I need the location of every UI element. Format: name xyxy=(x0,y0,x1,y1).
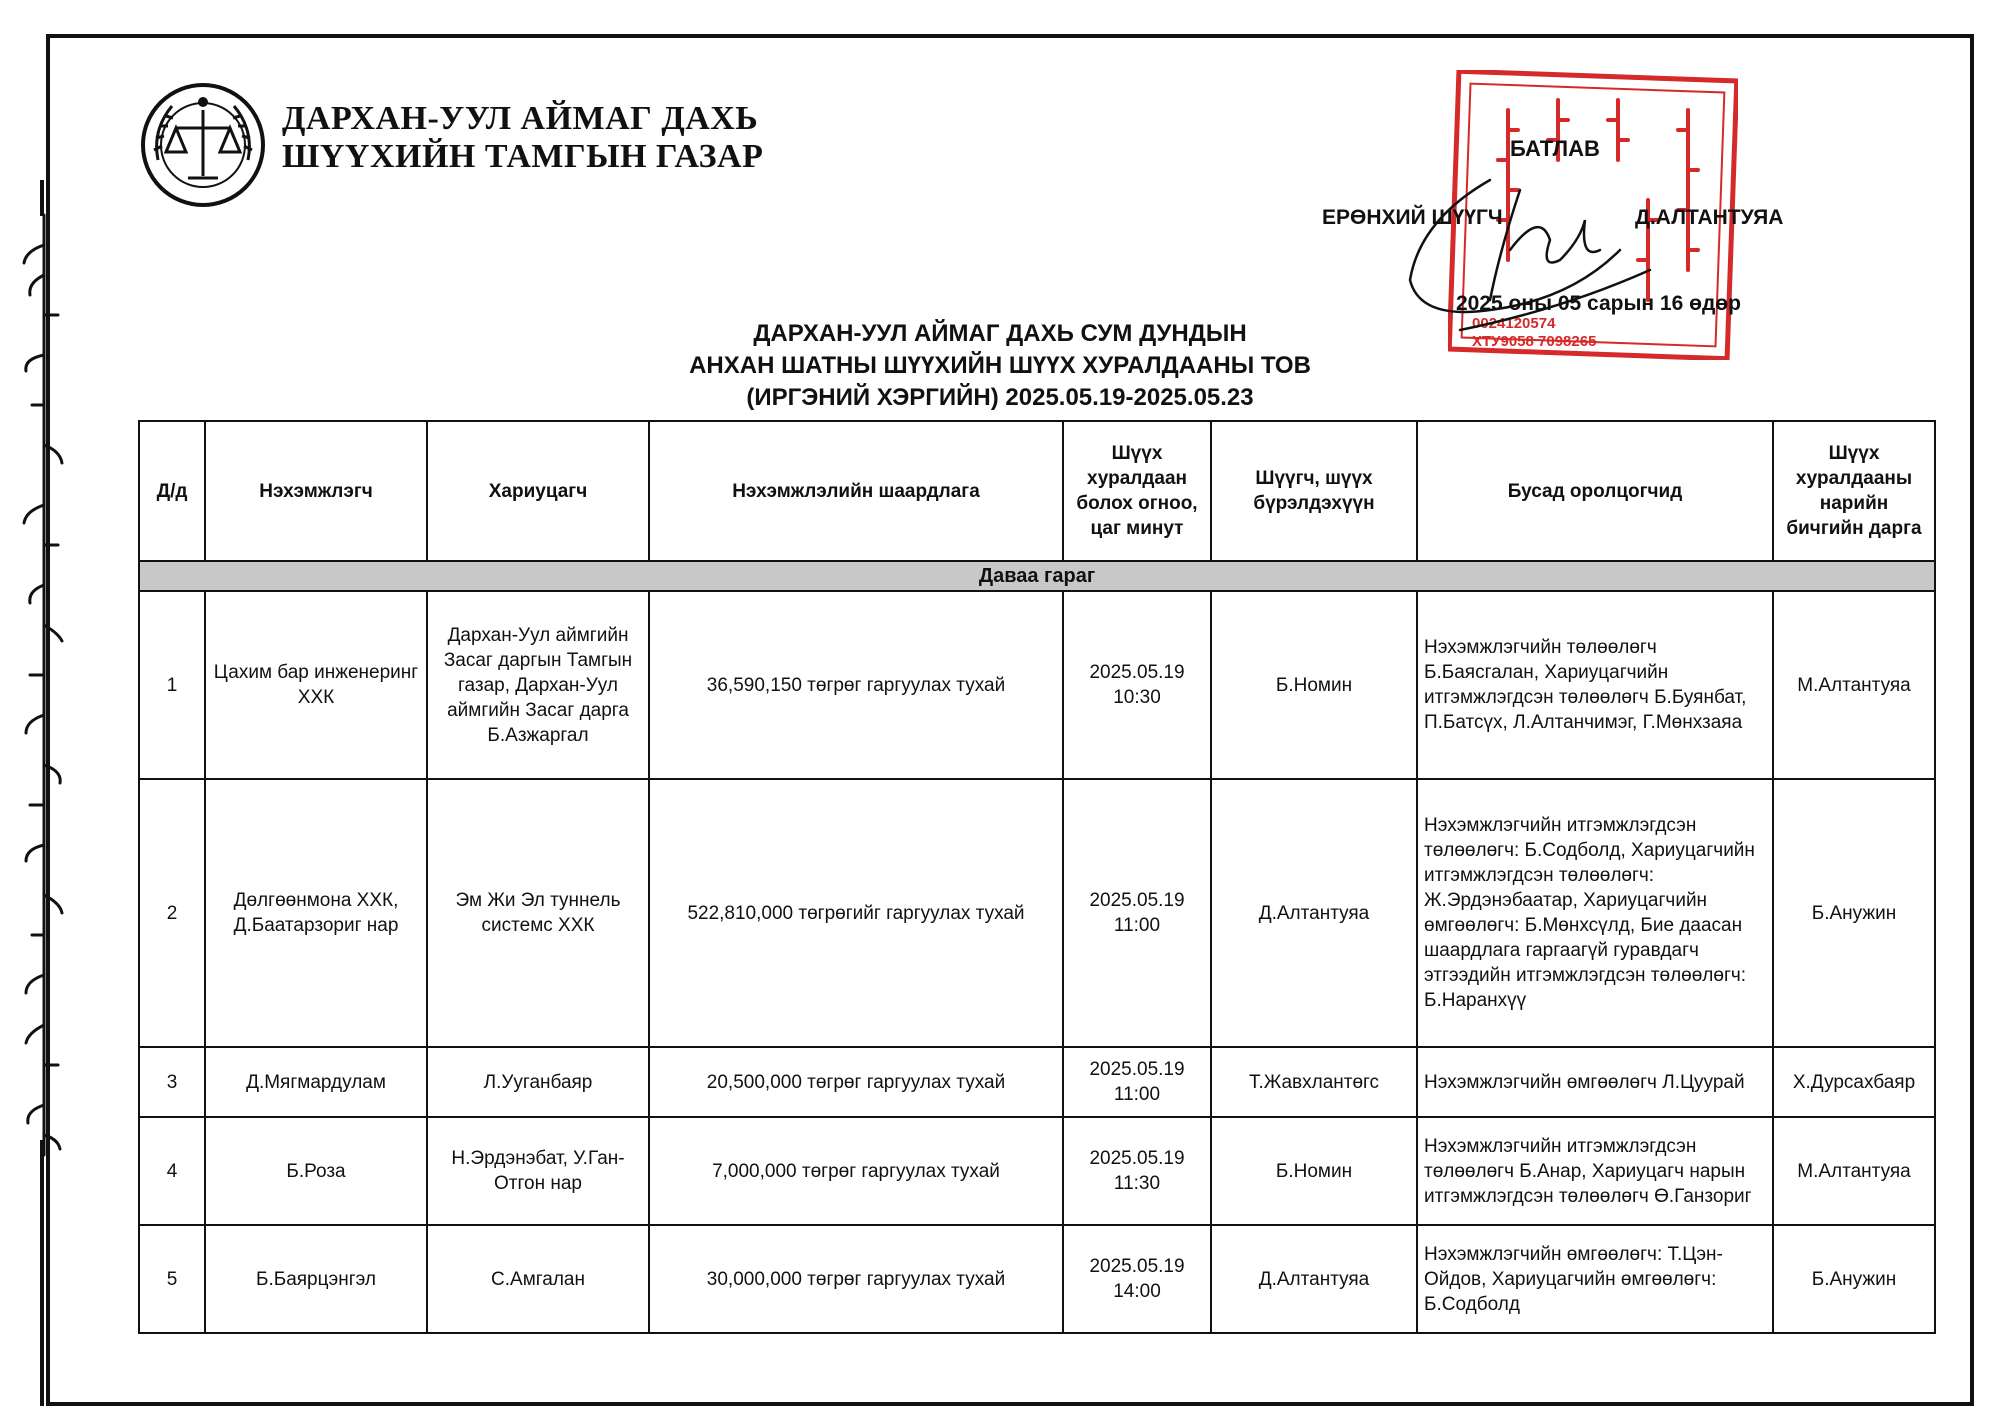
organization-name xyxy=(282,100,763,176)
cell-others: Нэхэмжлэгчийн өмгөөлөгч Л.Цуурай xyxy=(1417,1047,1773,1117)
approval-label: БАТЛАВ xyxy=(1510,136,1600,161)
cell-secretary: Х.Дурсахбаяр xyxy=(1773,1047,1935,1117)
cell-defendant: Л.Ууганбаяр xyxy=(427,1047,649,1117)
cell-claim: 522,810,000 төгрөгийг гаргуулах тухай xyxy=(649,779,1063,1047)
col-header-others: Бусад оролцогчид xyxy=(1417,421,1773,561)
cell-plaintiff: Цахим бар инженеринг ХХК xyxy=(205,591,427,779)
stamp-code-1: 0024120574 xyxy=(1472,315,1556,332)
cell-datetime xyxy=(1063,591,1211,779)
day-row xyxy=(139,561,1935,591)
cell-claim: 20,500,000 төгрөг гаргуулах тухай xyxy=(649,1047,1063,1117)
cell-datetime xyxy=(1063,1047,1211,1117)
cell-secretary: Б.Анужин xyxy=(1773,1225,1935,1333)
col-header-claim: Нэхэмжлэлийн шаардлага xyxy=(649,421,1063,561)
col-header-plaintiff: Нэхэмжлэгч xyxy=(205,421,427,561)
cell-time: 14:00 xyxy=(1113,1281,1161,1302)
cell-date: 2025.05.19 xyxy=(1089,890,1185,911)
cell-defendant: Н.Эрдэнэбат, У.Ган-Отгон нар xyxy=(427,1117,649,1225)
cell-defendant: С.Амгалан xyxy=(427,1225,649,1333)
col-header-secretary: Шүүх хуралдааны нарийн бичгийн дарга xyxy=(1773,421,1935,561)
cell-time: 11:00 xyxy=(1113,915,1161,936)
cell-num: 5 xyxy=(139,1225,205,1333)
org-name-line2: ШҮҮХИЙН ТАМГЫН ГАЗАР xyxy=(282,138,764,175)
table-row xyxy=(139,591,1935,779)
approval-block xyxy=(1300,60,1860,380)
cell-date: 2025.05.19 xyxy=(1089,1059,1185,1080)
vertical-mongolian-script xyxy=(6,205,76,1165)
cell-defendant: Эм Жи Эл туннель системс ХХК xyxy=(427,779,649,1047)
cell-num: 2 xyxy=(139,779,205,1047)
cell-date: 2025.05.19 xyxy=(1089,662,1185,683)
cell-time: 10:30 xyxy=(1113,687,1161,708)
cell-others: Нэхэмжлэгчийн өмгөөлөгч: Т.Цэн-Ойдов, Хариуцагчийн өмгөөлөгч: Б.Содболд xyxy=(1417,1225,1773,1333)
cell-claim: 36,590,150 төгрөг гаргуулах тухай xyxy=(649,591,1063,779)
title-line3: (ИРГЭНИЙ ХЭРГИЙН) 2025.05.19-2025.05.23 xyxy=(746,384,1254,411)
org-name-line1: ДАРХАН-УУЛ АЙМАГ ДАХЬ xyxy=(282,100,759,137)
court-emblem-logo xyxy=(138,80,268,210)
cell-plaintiff: Д.Мягмардулам xyxy=(205,1047,427,1117)
approval-date: 2025 оны 05 сарын 16 өдөр xyxy=(1456,292,1741,315)
cell-datetime xyxy=(1063,779,1211,1047)
hearing-schedule-table xyxy=(138,420,1936,1334)
cell-claim: 30,000,000 төгрөг гаргуулах тухай xyxy=(649,1225,1063,1333)
cell-judge: Б.Номин xyxy=(1211,1117,1417,1225)
cell-secretary: М.Алтантуяа xyxy=(1773,1117,1935,1225)
cell-time: 11:00 xyxy=(1113,1084,1161,1105)
cell-datetime xyxy=(1063,1225,1211,1333)
title-line1: ДАРХАН-УУЛ АЙМАГ ДАХЬ СУМ ДУНДЫН xyxy=(753,320,1247,347)
title-line2: АНХАН ШАТНЫ ШҮҮХИЙН ШҮҮХ ХУРАЛДААНЫ ТОВ xyxy=(689,352,1311,379)
col-header-defendant: Хариуцагч xyxy=(427,421,649,561)
cell-judge: Д.Алтантуяа xyxy=(1211,1225,1417,1333)
table-row xyxy=(139,1225,1935,1333)
approver-role: ЕРӨНХИЙ ШҮҮГЧ xyxy=(1322,206,1503,229)
cell-plaintiff: Б.Роза xyxy=(205,1117,427,1225)
col-header-datetime: Шүүх хуралдаан болох огноо, цаг минут xyxy=(1063,421,1211,561)
cell-num: 4 xyxy=(139,1117,205,1225)
table-row xyxy=(139,1047,1935,1117)
cell-others: Нэхэмжлэгчийн итгэмжлэгдсэн төлөөлөгч Б.Анар, Хариуцагч нарын итгэмжлэгдсэн төлөөлөгч Ө.Ганзориг xyxy=(1417,1117,1773,1225)
table-header-row xyxy=(139,421,1935,561)
cell-judge: Б.Номин xyxy=(1211,591,1417,779)
cell-defendant: Дархан-Уул аймгийн Засаг даргын Тамгын газар, Дархан-Уул аймгийн Засаг дарга Б.Азжаргал xyxy=(427,591,649,779)
cell-plaintiff: Дөлгөөнмона ХХК, Д.Баатарзориг нар xyxy=(205,779,427,1047)
document-title xyxy=(640,318,1360,414)
table-row xyxy=(139,1117,1935,1225)
cell-date: 2025.05.19 xyxy=(1089,1148,1185,1169)
col-header-num: Д/д xyxy=(139,421,205,561)
cell-secretary: М.Алтантуяа xyxy=(1773,591,1935,779)
cell-others: Нэхэмжлэгчийн итгэмжлэгдсэн төлөөлөгч: Б.Содболд, Хариуцагчийн итгэмжлэгдсэн төлөөлөгч: Ж.Эрдэнэбаатар, Хариуцагчийн өмгөөлөгч: Б.Мөнхсүлд, Бие даасан шаардлага гаргаагүй гуравдагч этгээдийн итгэмжлэгдсэн төлөөлөгч: Б.Наранхүү xyxy=(1417,779,1773,1047)
cell-judge: Т.Жавхлантөгс xyxy=(1211,1047,1417,1117)
cell-datetime xyxy=(1063,1117,1211,1225)
table-row xyxy=(139,779,1935,1047)
approver-name: Д.АЛТАНТУЯА xyxy=(1635,206,1784,229)
cell-num: 1 xyxy=(139,591,205,779)
cell-plaintiff: Б.Баярцэнгэл xyxy=(205,1225,427,1333)
margin-rule xyxy=(40,1140,44,1406)
day-label: Даваа гараг xyxy=(139,561,1935,591)
cell-claim: 7,000,000 төгрөг гаргуулах тухай xyxy=(649,1117,1063,1225)
cell-time: 11:30 xyxy=(1113,1173,1161,1194)
cell-date: 2025.05.19 xyxy=(1089,1256,1185,1277)
cell-judge: Д.Алтантуяа xyxy=(1211,779,1417,1047)
cell-others: Нэхэмжлэгчийн төлөөлөгч Б.Баясгалан, Хариуцагчийн итгэмжлэгдсэн төлөөлөгч Б.Буянбат, П.Батсүх, Л.Алтанчимэг, Г.Мөнхзаяа xyxy=(1417,591,1773,779)
cell-secretary: Б.Анужин xyxy=(1773,779,1935,1047)
cell-num: 3 xyxy=(139,1047,205,1117)
stamp-code-2: ХТУ9058 7098265 xyxy=(1472,333,1597,350)
handwritten-signature xyxy=(1400,160,1660,340)
col-header-judge: Шүүгч, шүүх бүрэлдэхүүн xyxy=(1211,421,1417,561)
